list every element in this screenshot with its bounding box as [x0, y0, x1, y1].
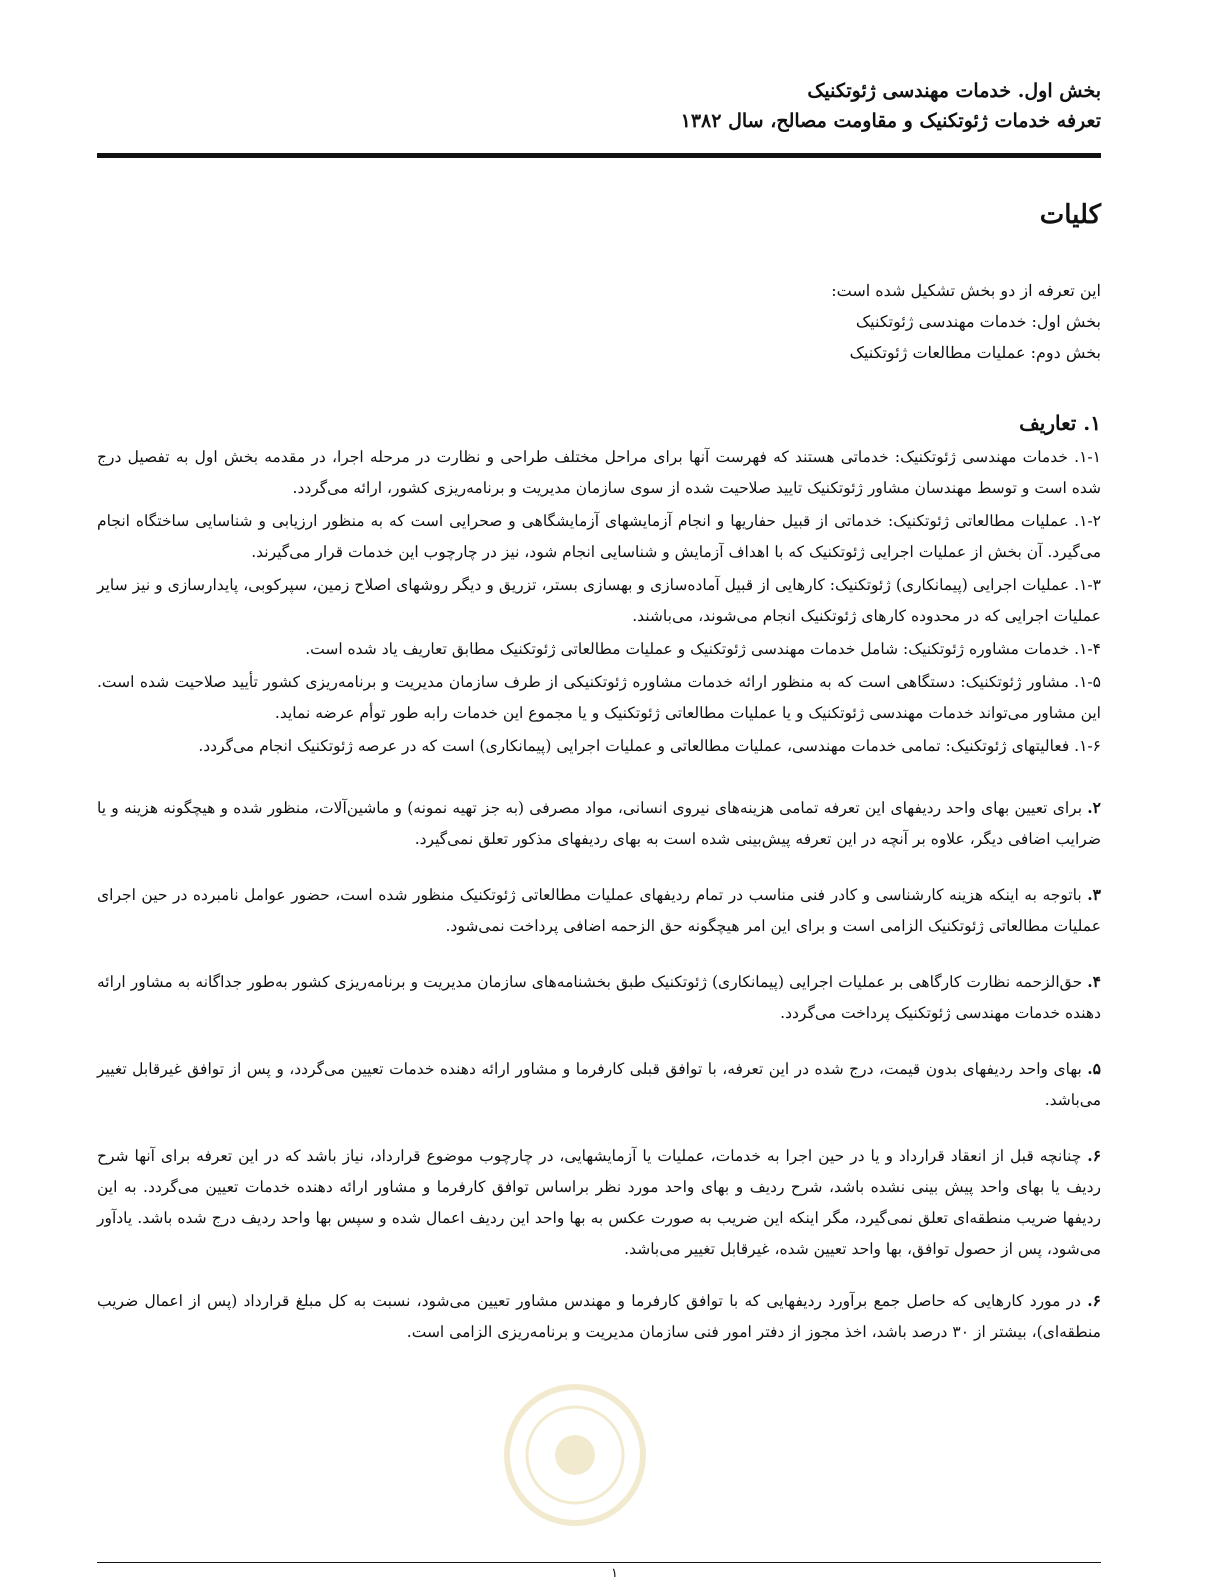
page-title: کلیات [1039, 200, 1101, 230]
numbered-clause [97, 879, 1101, 942]
definition-paragraph: ۱-۵. مشاور ژئوتکنیک: دستگاهی است که به منظور ارائه خدمات مشاوره ژئوتکنیکی از طرف سازمان مدیریت و برنامه‌ریزی کشور تأیید صلاحیت شده است. این مشاور می‌تواند خدمات مهندسی ژئوتکنیک و یا عملیات مطالعاتی ژئوتکنیک و یا مجموع این خدمات رابه طور توأم عرضه نماید. [97, 673, 1101, 722]
clause-text: حق‌الزحمه نظارت کارگاهی بر عملیات اجرایی (پیمانکاری) ژئوتکنیک طبق بخشنامه‌های سازمان مدیریت و برنامه‌ریزی کشور به‌طور جداگانه به مشاور ارائه دهنده خدمات مهندسی ژئوتکنیک پرداخت می‌گردد. [97, 973, 1101, 1022]
section-heading-definitions: ۱. تعاریف [1019, 411, 1101, 435]
running-header [101, 76, 1101, 136]
clause-text: بهای واحد ردیفهای بدون قیمت، درج شده در این تعرفه، با توافق قبلی کارفرما و مشاور ارائه دهنده خدمات تعیین می‌گردد، و پس از توافق غیرقابل تغییر می‌باشد. [97, 1060, 1101, 1109]
numbered-clause [97, 1053, 1101, 1116]
definition-paragraph: ۱-۱. خدمات مهندسی ژئوتکنیک: خدماتی هستند که فهرست آنها برای مراحل مختلف طراحی و نظارت در مرحله اجرا، در مقدمه بخش اول به تفصیل درج شده است و توسط مهندسان مشاور ژئوتکنیک تایید صلاحیت شده از سوی سازمان مدیریت و برنامه‌ریزی کشور، ارائه می‌گردد. [97, 448, 1101, 497]
intro-line: بخش اول: خدمات مهندسی ژئوتکنیک [855, 312, 1101, 331]
numbered-clause [97, 792, 1101, 855]
clause-text: برای تعیین بهای واحد ردیفهای این تعرفه تمامی هزینه‌های نیروی انسانی، مواد مصرفی (به جز تهیه نمونه) و ماشین‌آلات، منظور شده و هیچگونه هزینه و یا ضرایب اضافی دیگر، علاوه بر آنچه در این تعرفه پیش‌بینی شده است به بهای ردیفهای مذکور تعلق نمی‌گیرد. [97, 799, 1101, 848]
numbered-clause [97, 1285, 1101, 1348]
clause-text: باتوجه به اینکه هزینه کارشناسی و کادر فنی مناسب در تمام ردیفهای عملیات مطالعاتی ژئوتکنیک منظور شده است، حضور عوامل نامبرده در حین اجرای عملیات مطالعاتی ژئوتکنیک الزامی است و برای این امر هیچگونه حق الزحمه اضافی پرداخت نمی‌شود. [97, 886, 1101, 935]
clause-number: ۶. [1087, 1146, 1102, 1165]
definition-paragraph: ۱-۲. عملیات مطالعاتی ژئوتکنیک: خدماتی از قبیل حفاریها و انجام آزمایشهای آزمایشگاهی و صحرایی است که به منظور ارزیابی و شناسایی ساختگاه انجام می‌گیرد. آن بخش از عملیات اجرایی ژئوتکنیک که با اهداف آزمایش و شناسایی انجام شود، نیز در چارچوب این خدمات قرار می‌گیرند. [97, 512, 1101, 561]
footer-rule [97, 1562, 1101, 1563]
header-rule [97, 153, 1101, 158]
intro-line: این تعرفه از دو بخش تشکیل شده است: [831, 281, 1101, 300]
intro-block [101, 275, 1101, 368]
clause-text: در مورد کارهایی که حاصل جمع برآورد ردیفهایی که با توافق کارفرما و مهندس مشاور تعیین می‌شود، نسبت به کل مبلغ قرارداد (پس از اعمال ضریب منطقه‌ای)، بیشتر از ۳۰ درصد باشد، اخذ مجوز از دفتر امور فنی سازمان مدیریت و برنامه‌ریزی الزامی است. [97, 1292, 1101, 1341]
clause-number: ۳. [1087, 885, 1101, 904]
definition-paragraph: ۱-۶. فعالیتهای ژئوتکنیک: تمامی خدمات مهندسی، عملیات مطالعاتی و عملیات اجرایی (پیمانکاری) است که در عرصه ژئوتکنیک انجام می‌گردد. [198, 737, 1101, 755]
clause-number: ۴. [1087, 972, 1101, 991]
definition-paragraph: ۱-۳. عملیات اجرایی (پیمانکاری) ژئوتکنیک: کارهایی از قبیل آماده‌سازی و بهسازی بستر، تزریق و دیگر روشهای اصلاح زمین، سپرکوبی، پایدارسازی و نیز سایر عملیات اجرایی که در محدوده کارهای ژئوتکنیک انجام می‌شوند، می‌باشند. [97, 576, 1101, 625]
watermark-seal-icon [500, 1380, 650, 1530]
numbered-clause [97, 966, 1101, 1029]
clause-number: ۵. [1087, 1059, 1101, 1078]
header-section-title: بخش اول. خدمات مهندسی ژئوتکنیک [807, 80, 1101, 102]
header-document-title: تعرفه خدمات ژئوتکنیک و مقاومت مصالح، سال ۱۳۸۲ [680, 110, 1101, 132]
clause-text: چنانچه قبل از انعقاد قرارداد و یا در حین اجرا به خدمات، عملیات یا آزمایشهایی، در چارچوب موضوع قرارداد، نیاز باشد که در این تعرفه برای آنها شرح ردیف یا بهای واحد پیش بینی نشده باشد، شرح ردیف و بهای واحد مورد نظر براساس توافق کارفرما و مشاور ارائه دهنده خدمات تعیین می‌گردد. به این ردیفها ضریب منطقه‌ای تعلق نمی‌گیرد، مگر اینکه این ضریب به صورت عکس به بها واحد این ردیف اعمال شده و سپس بها واحد ردیف درج شده باشد. یادآور می‌شود، پس از حصول توافق، بها واحد تعیین شده، غیرقابل تغییر می‌باشد. [97, 1147, 1101, 1258]
clause-number: ۲. [1087, 798, 1101, 817]
main-body [97, 408, 1101, 1348]
numbered-clause [97, 1140, 1101, 1265]
definition-paragraph: ۱-۴. خدمات مشاوره ژئوتکنیک: شامل خدمات مهندسی ژئوتکنیک و عملیات مطالعاتی ژئوتکنیک مطابق تعاریف یاد شده است. [305, 640, 1101, 658]
intro-line: بخش دوم: عملیات مطالعات ژئوتکنیک [849, 343, 1101, 362]
clause-number: ۶. [1087, 1291, 1101, 1310]
page-number: ۱ [611, 1566, 618, 1581]
